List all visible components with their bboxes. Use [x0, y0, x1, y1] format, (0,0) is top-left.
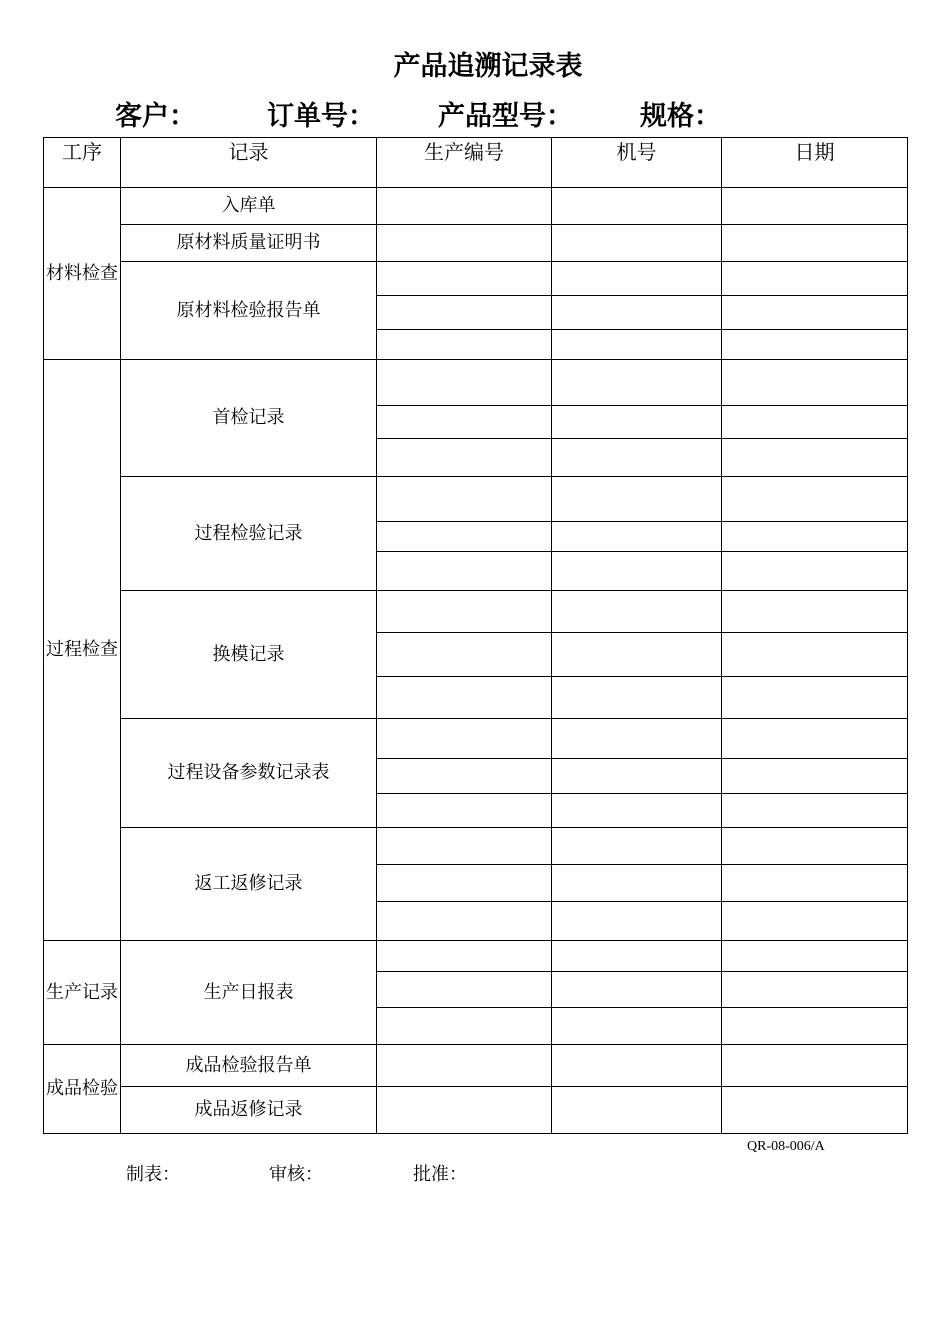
production-no-cell[interactable]: [377, 1045, 552, 1087]
production-no-cell[interactable]: [377, 477, 552, 522]
process-cell: 过程检查: [44, 360, 121, 941]
table-row: [44, 188, 908, 225]
made-by-label: 制表：: [126, 1164, 180, 1185]
machine-no-cell[interactable]: [552, 330, 722, 360]
production-no-cell[interactable]: [377, 188, 552, 225]
machine-no-cell[interactable]: [552, 941, 722, 972]
record-cell: 换模记录: [121, 591, 377, 719]
table-header-row: [44, 138, 908, 188]
column-header-machine-no: 机号: [552, 138, 722, 188]
production-no-cell[interactable]: [377, 677, 552, 719]
document-code: QR-08-006/A: [747, 1139, 825, 1154]
record-cell: 成品返修记录: [121, 1087, 377, 1134]
machine-no-cell[interactable]: [552, 360, 722, 406]
date-cell[interactable]: [722, 552, 908, 591]
record-cell: 入库单: [121, 188, 377, 225]
date-cell[interactable]: [722, 972, 908, 1008]
table-row: [44, 1045, 908, 1087]
date-cell[interactable]: [722, 865, 908, 902]
production-no-cell[interactable]: [377, 225, 552, 262]
machine-no-cell[interactable]: [552, 477, 722, 522]
machine-no-cell[interactable]: [552, 406, 722, 439]
machine-no-cell[interactable]: [552, 1045, 722, 1087]
date-cell[interactable]: [722, 225, 908, 262]
record-cell: 首检记录: [121, 360, 377, 477]
table-row: [44, 1087, 908, 1134]
date-cell[interactable]: [722, 296, 908, 330]
production-no-cell[interactable]: [377, 296, 552, 330]
production-no-cell[interactable]: [377, 1087, 552, 1134]
table-row: [44, 262, 908, 296]
record-cell: 过程检验记录: [121, 477, 377, 591]
date-cell[interactable]: [722, 522, 908, 552]
record-cell: 成品检验报告单: [121, 1045, 377, 1087]
date-cell[interactable]: [722, 941, 908, 972]
column-header-production-no: 生产编号: [377, 138, 552, 188]
product-model-label: 产品型号：: [438, 101, 573, 132]
production-no-cell[interactable]: [377, 330, 552, 360]
date-cell[interactable]: [722, 719, 908, 759]
record-cell: 原材料检验报告单: [121, 262, 377, 360]
date-cell[interactable]: [722, 828, 908, 865]
machine-no-cell[interactable]: [552, 591, 722, 633]
record-cell: 原材料质量证明书: [121, 225, 377, 262]
production-no-cell[interactable]: [377, 522, 552, 552]
approved-by-label: 批准：: [413, 1164, 467, 1185]
date-cell[interactable]: [722, 1008, 908, 1045]
date-cell[interactable]: [722, 406, 908, 439]
date-cell[interactable]: [722, 1087, 908, 1134]
machine-no-cell[interactable]: [552, 439, 722, 477]
process-cell: 成品检验: [44, 1045, 121, 1134]
machine-no-cell[interactable]: [552, 677, 722, 719]
machine-no-cell[interactable]: [552, 794, 722, 828]
machine-no-cell[interactable]: [552, 902, 722, 941]
production-no-cell[interactable]: [377, 439, 552, 477]
production-no-cell[interactable]: [377, 360, 552, 406]
date-cell[interactable]: [722, 677, 908, 719]
trace-table: [43, 137, 908, 1134]
production-no-cell[interactable]: [377, 941, 552, 972]
production-no-cell[interactable]: [377, 719, 552, 759]
order-no-label: 订单号：: [267, 101, 375, 132]
table-row: [44, 225, 908, 262]
column-header-record: 记录: [121, 138, 377, 188]
process-cell: 生产记录: [44, 941, 121, 1045]
production-no-cell[interactable]: [377, 972, 552, 1008]
table-row: [44, 360, 908, 406]
record-cell: 返工返修记录: [121, 828, 377, 941]
date-cell[interactable]: [722, 633, 908, 677]
record-cell: 生产日报表: [121, 941, 377, 1045]
production-no-cell[interactable]: [377, 865, 552, 902]
production-no-cell[interactable]: [377, 794, 552, 828]
date-cell[interactable]: [722, 591, 908, 633]
date-cell[interactable]: [722, 759, 908, 794]
date-cell[interactable]: [722, 439, 908, 477]
spec-label: 规格：: [640, 101, 721, 132]
production-no-cell[interactable]: [377, 828, 552, 865]
production-no-cell[interactable]: [377, 633, 552, 677]
table-row: [44, 591, 908, 633]
production-no-cell[interactable]: [377, 262, 552, 296]
reviewed-by-label: 审核：: [269, 1164, 323, 1185]
column-header-process: 工序: [44, 138, 121, 188]
machine-no-cell[interactable]: [552, 552, 722, 591]
date-cell[interactable]: [722, 477, 908, 522]
machine-no-cell[interactable]: [552, 719, 722, 759]
column-header-date: 日期: [722, 138, 908, 188]
date-cell[interactable]: [722, 262, 908, 296]
machine-no-cell[interactable]: [552, 759, 722, 794]
date-cell[interactable]: [722, 794, 908, 828]
date-cell[interactable]: [722, 188, 908, 225]
date-cell[interactable]: [722, 902, 908, 941]
table-row: [44, 719, 908, 759]
machine-no-cell[interactable]: [552, 296, 722, 330]
customer-label: 客户：: [115, 101, 196, 132]
date-cell[interactable]: [722, 360, 908, 406]
machine-no-cell[interactable]: [552, 1087, 722, 1134]
production-no-cell[interactable]: [377, 406, 552, 439]
table-row: [44, 828, 908, 865]
production-no-cell[interactable]: [377, 759, 552, 794]
machine-no-cell[interactable]: [552, 972, 722, 1008]
process-cell: 材料检查: [44, 188, 121, 360]
production-no-cell[interactable]: [377, 591, 552, 633]
machine-no-cell[interactable]: [552, 633, 722, 677]
table-row: [44, 477, 908, 522]
production-no-cell[interactable]: [377, 1008, 552, 1045]
machine-no-cell[interactable]: [552, 225, 722, 262]
machine-no-cell[interactable]: [552, 1008, 722, 1045]
machine-no-cell[interactable]: [552, 262, 722, 296]
production-no-cell[interactable]: [377, 902, 552, 941]
machine-no-cell[interactable]: [552, 522, 722, 552]
machine-no-cell[interactable]: [552, 828, 722, 865]
record-cell: 过程设备参数记录表: [121, 719, 377, 828]
page-title: 产品追溯记录表: [393, 51, 583, 82]
production-no-cell[interactable]: [377, 552, 552, 591]
table-row: [44, 941, 908, 972]
machine-no-cell[interactable]: [552, 865, 722, 902]
machine-no-cell[interactable]: [552, 188, 722, 225]
date-cell[interactable]: [722, 330, 908, 360]
date-cell[interactable]: [722, 1045, 908, 1087]
